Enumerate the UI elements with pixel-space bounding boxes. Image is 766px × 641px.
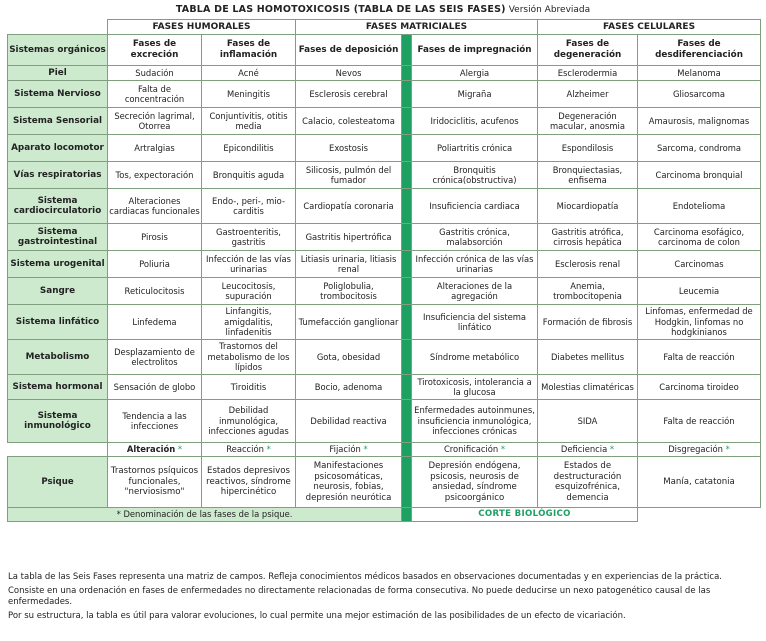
phase-cell: Silicosis, pulmón del fumador (296, 162, 402, 189)
phase-cell: Tos, expectoración (108, 162, 202, 189)
phase-cell: Linfangitis, amigdalitis, linfadenitis (202, 305, 296, 340)
table-row (8, 224, 761, 251)
biological-cut-line (402, 135, 412, 162)
table-row (8, 251, 761, 278)
phase-cell: Bronquiectasias, enfisema (538, 162, 638, 189)
phase-cell: Sarcoma, condroma (638, 135, 761, 162)
psyche-cell: Estados depresivos reactivos, síndrome hipercinético (202, 457, 296, 508)
table-row (8, 400, 761, 443)
phase-header: Fases de excreción (108, 35, 202, 66)
group-celular: FASES CELULARES (538, 20, 761, 35)
phase-cell: Conjuntivitis, otitis media (202, 108, 296, 135)
phase-cell: Bronquitis aguda (202, 162, 296, 189)
organ-system-label: Sistema hormonal (8, 375, 108, 400)
table-row (8, 375, 761, 400)
six-phase-table (7, 19, 761, 522)
phase-cell: Falta de reacción (638, 400, 761, 443)
organ-system-label: Sangre (8, 278, 108, 305)
phase-cell: Secreción lagrimal, Otorrea (108, 108, 202, 135)
phase-cell: Migraña (412, 81, 538, 108)
phase-cell: Molestias climatéricas (538, 375, 638, 400)
phase-cell: Gastritis atrófica, cirrosis hepática (538, 224, 638, 251)
phase-cell: Insuficiencia del sistema linfático (412, 305, 538, 340)
phase-cell: Epicondilitis (202, 135, 296, 162)
phase-cell: Sudación (108, 66, 202, 81)
table-row (8, 162, 761, 189)
phase-cell: Gastritis hipertrófica (296, 224, 402, 251)
psyche-phase-label (638, 443, 761, 457)
phase-cell: Sensación de globo (108, 375, 202, 400)
phase-cell: Debilidad inmunológica, infecciones agudas (202, 400, 296, 443)
footer-row (8, 508, 761, 522)
phase-cell: Debilidad reactiva (296, 400, 402, 443)
psyche-phase-name: Disgregación (668, 444, 723, 455)
table-row (8, 66, 761, 81)
asterisk-marker: * (500, 444, 506, 455)
asterisk-marker: * (725, 444, 730, 455)
empty-cell (8, 443, 108, 457)
asterisk-marker: * (609, 444, 615, 455)
phase-cell: Degeneración macular, anosmia (538, 108, 638, 135)
phase-cell: Esclerosis renal (538, 251, 638, 278)
note-paragraph: Consiste en una ordenación en fases de enfermedades no directamente relacionadas de forma consecutiva. No puede deducirse un nexo patogenético causal de las enfermedades. (8, 586, 711, 607)
biological-cut-line (402, 66, 412, 81)
phase-cell: Espondilosis (538, 135, 638, 162)
phase-cell: Esclerosis cerebral (296, 81, 402, 108)
phase-cell: Artralgias (108, 135, 202, 162)
phase-cell: Desplazamiento de electrolitos (108, 340, 202, 375)
phase-cell: Falta de concentración (108, 81, 202, 108)
phase-cell: Tiroiditis (202, 375, 296, 400)
biological-cut-line (402, 375, 412, 400)
psyche-phase-name: Alteración (126, 444, 176, 455)
psyche-cell: Estados de destructuración esquizofrénica, demencia (538, 457, 638, 508)
phase-cell: Carcinoma esofágico, carcinoma de colon (638, 224, 761, 251)
biological-cut-line (402, 251, 412, 278)
note-paragraph: Por su estructura, la tabla es útil para valorar evoluciones, lo cual permite una mejor estimación de las posibilidades de un efecto de vicariación. (8, 611, 626, 621)
phase-cell: Insuficiencia cardiaca (412, 189, 538, 224)
phase-cell: Carcinoma tiroideo (638, 375, 761, 400)
phase-cell: Trastornos del metabolismo de los lípidos (202, 340, 296, 375)
empty-cell (638, 508, 761, 522)
organ-system-label: Sistema Nervioso (8, 81, 108, 108)
biological-cut-line (402, 508, 412, 522)
organ-system-label: Sistema cardiocirculatorio (8, 189, 108, 224)
biological-cut-line (402, 278, 412, 305)
phase-cell: Falta de reacción (638, 340, 761, 375)
table-row (8, 135, 761, 162)
asterisk-marker: * (177, 444, 183, 455)
psyche-phase-name: Fijación (329, 444, 361, 455)
phase-cell: Melanoma (638, 66, 761, 81)
phase-cell: Miocardiopatía (538, 189, 638, 224)
phase-cell: Alzheimer (538, 81, 638, 108)
phase-cell: Meningitis (202, 81, 296, 108)
biological-cut-line (402, 108, 412, 135)
phase-cell: Tumefacción ganglionar (296, 305, 402, 340)
phase-cell: Gota, obesidad (296, 340, 402, 375)
explanatory-notes (8, 572, 760, 625)
phase-header: Fases de impregnación (412, 35, 538, 66)
psyche-cell: Manía, catatonia (638, 457, 761, 508)
biological-cut-line (402, 457, 412, 508)
organ-system-label: Piel (8, 66, 108, 81)
psyche-cell: Manifestaciones psicosomáticas, neurosis, fobias, depresión neurótica (296, 457, 402, 508)
phase-cell: Carcinoma bronquial (638, 162, 761, 189)
phase-cell: Leucemia (638, 278, 761, 305)
phase-cell: Gliosarcoma (638, 81, 761, 108)
group-matricial: FASES MATRICIALES (296, 20, 538, 35)
phase-cell: Esclerodermia (538, 66, 638, 81)
phase-cell: Poliuria (108, 251, 202, 278)
table-row (8, 189, 761, 224)
phase-cell: Síndrome metabólico (412, 340, 538, 375)
table-row (8, 108, 761, 135)
phase-cell: Infección crónica de las vías urinarias (412, 251, 538, 278)
psyche-cell: Depresión endógena, psicosis, neurosis de ansiedad, síndrome psicoorgánico (412, 457, 538, 508)
psyche-cell: Trastornos psíquicos funcionales, "nerviosismo" (108, 457, 202, 508)
phase-cell: Poliglobulia, trombocitosis (296, 278, 402, 305)
asterisk-marker: * (363, 444, 368, 455)
psyche-phase-label (538, 443, 638, 457)
phase-cell: Cardiopatía coronaria (296, 189, 402, 224)
psyche-phase-label (202, 443, 296, 457)
group-header-row (8, 20, 761, 35)
organ-system-label: Vías respiratorias (8, 162, 108, 189)
organ-system-label: Sistema urogenital (8, 251, 108, 278)
organ-system-label: Metabolismo (8, 340, 108, 375)
phase-cell: Iridociclitis, acufenos (412, 108, 538, 135)
phase-cell: Endo-, peri-, mio-carditis (202, 189, 296, 224)
phase-cell: Alteraciones de la agregación (412, 278, 538, 305)
biological-cut-line (402, 443, 412, 457)
phase-cell: Gastroenteritis, gastritis (202, 224, 296, 251)
column-header-row (8, 35, 761, 66)
organ-system-label: Sistema linfático (8, 305, 108, 340)
phase-cell: Linfedema (108, 305, 202, 340)
phase-cell: Pirosis (108, 224, 202, 251)
phase-cell: Formación de fibrosis (538, 305, 638, 340)
phase-cell: Bronquitis crónica(obstructiva) (412, 162, 538, 189)
title-sub: Versión Abreviada (508, 5, 591, 15)
phase-cell: Anemia, trombocitopenia (538, 278, 638, 305)
title-main: TABLA DE LAS HOMOTOXICOSIS (TABLA DE LAS SEIS FASES) (175, 4, 506, 15)
phase-header: Fases de deposición (296, 35, 402, 66)
phase-cell: Nevos (296, 66, 402, 81)
phase-cell: Leucocitosis, supuración (202, 278, 296, 305)
biological-cut-label: CORTE BIOLÓGICO (412, 508, 638, 522)
phase-cell: Reticulocitosis (108, 278, 202, 305)
phase-cell: Bocio, adenoma (296, 375, 402, 400)
biological-cut-line (402, 400, 412, 443)
phase-cell: Enfermedades autoinmunes, insuficiencia inmunológica, infecciones crónicas (412, 400, 538, 443)
phase-cell: Diabetes mellitus (538, 340, 638, 375)
phase-cell: Litiasis urinaria, litiasis renal (296, 251, 402, 278)
psyche-phase-label-row (8, 443, 761, 457)
organ-system-label: Sistema Sensorial (8, 108, 108, 135)
phase-cell: Calacio, colesteatoma (296, 108, 402, 135)
phase-cell: SIDA (538, 400, 638, 443)
organ-system-label: Sistema inmunológico (8, 400, 108, 443)
organs-header: Sistemas orgánicos (8, 35, 108, 66)
phase-cell: Amaurosis, malignomas (638, 108, 761, 135)
organ-system-label: Sistema gastrointestinal (8, 224, 108, 251)
phase-cell: Alergia (412, 66, 538, 81)
phase-cell: Exostosis (296, 135, 402, 162)
biological-cut-line (402, 305, 412, 340)
note-paragraph: La tabla de las Seis Fases representa una matriz de campos. Refleja conocimientos médicos basados en observaciones documentadas y en experiencias de la práctica. (8, 572, 722, 582)
biological-cut-line (402, 189, 412, 224)
phase-cell: Gastritis crónica, malabsorción (412, 224, 538, 251)
phase-cell: Acné (202, 66, 296, 81)
phase-header: Fases de desdiferenciación (638, 35, 761, 66)
psyche-row (8, 457, 761, 508)
biological-cut-line (402, 162, 412, 189)
psyche-phase-name: Cronificación (443, 444, 499, 455)
organ-system-label: Aparato locomotor (8, 135, 108, 162)
biological-cut-line (402, 35, 412, 66)
psyche-phase-name: Reacción (226, 444, 264, 455)
table-row (8, 340, 761, 375)
document-title (0, 4, 766, 15)
phase-cell: Carcinomas (638, 251, 761, 278)
phase-cell: Endotelioma (638, 189, 761, 224)
phase-cell: Linfomas, enfermedad de Hodgkin, linfomas no hodgkinianos (638, 305, 761, 340)
group-humoral: FASES HUMORALES (108, 20, 296, 35)
psyche-phase-name: Deficiencia (560, 444, 608, 455)
table-row (8, 81, 761, 108)
table-row (8, 278, 761, 305)
asterisk-marker: * (266, 444, 271, 455)
biological-cut-line (402, 81, 412, 108)
empty-corner (8, 20, 108, 35)
psyche-phase-label (296, 443, 402, 457)
psyche-footnote: * Denominación de las fases de la psique. (8, 508, 402, 522)
organ-system-label: Psique (8, 457, 108, 508)
psyche-phase-label (108, 443, 202, 457)
phase-cell: Infección de las vías urinarias (202, 251, 296, 278)
phase-cell: Alteraciones cardiacas funcionales (108, 189, 202, 224)
phase-cell: Poliartritis crónica (412, 135, 538, 162)
biological-cut-line (402, 224, 412, 251)
phase-cell: Tirotoxicosis, intolerancia a la glucosa (412, 375, 538, 400)
table-row (8, 305, 761, 340)
phase-cell: Tendencia a las infecciones (108, 400, 202, 443)
phase-header: Fases de inflamación (202, 35, 296, 66)
phase-header: Fases de degeneración (538, 35, 638, 66)
biological-cut-line (402, 340, 412, 375)
psyche-phase-label (412, 443, 538, 457)
